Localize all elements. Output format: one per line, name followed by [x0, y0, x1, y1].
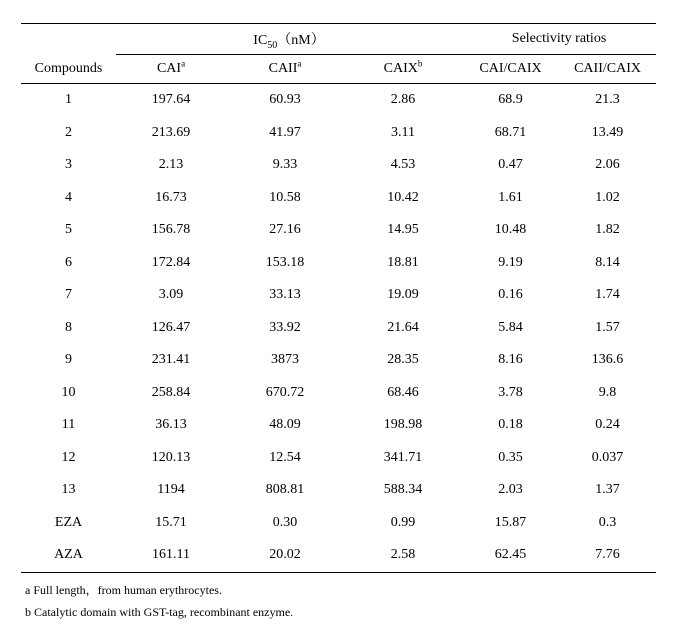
header-ratio-caii-caix: CAII/CAIX: [559, 55, 656, 84]
cell-compound: 11: [61, 417, 76, 433]
cell-ratio-cai-caix: 0.35: [498, 449, 523, 465]
table-row: [21, 214, 656, 247]
cell-caix: 4.53: [390, 157, 416, 173]
table-row: [21, 377, 656, 410]
header-caix: CAIX$^b$: [344, 55, 462, 84]
cell-ratio-cai-caix: 1.61: [498, 189, 523, 205]
cell-cai: 2.13: [158, 157, 184, 173]
cell-cai: 197.64: [151, 92, 191, 108]
table-row: [21, 279, 656, 312]
cell-ratio-caii-caix: 1.57: [595, 319, 620, 335]
cell-ratio-caii-caix: 0.037: [591, 449, 624, 465]
cell-caix: 19.09: [387, 287, 419, 303]
table-row: [21, 149, 656, 182]
cell-cai: 172.84: [151, 254, 191, 270]
table-row: [21, 117, 656, 150]
cell-caix: 0.99: [390, 514, 416, 530]
cell-caix: 14.95: [387, 222, 419, 238]
cell-cai: 1194: [157, 482, 185, 498]
data-table-container: [21, 23, 656, 623]
cell-caii: 9.33: [272, 157, 298, 173]
cell-ratio-cai-caix: 5.84: [498, 319, 523, 335]
cell-caii: 670.72: [265, 384, 305, 400]
header-row-columns: [21, 55, 656, 84]
cell-ratio-caii-caix: 1.74: [595, 287, 620, 303]
cell-caix: 68.46: [387, 384, 419, 400]
cell-caix: 198.98: [383, 417, 423, 433]
table-row: [21, 507, 656, 540]
cell-caix: 3.11: [391, 124, 415, 140]
cell-compound: 3: [65, 157, 72, 173]
cell-cai: 258.84: [151, 384, 191, 400]
cell-caii: 0.30: [272, 514, 298, 530]
cell-cai: 126.47: [151, 319, 191, 335]
cell-cai: 213.69: [151, 124, 191, 140]
table-row: [21, 312, 656, 345]
header-ratio-cai-caix: CAI/CAIX: [462, 55, 559, 84]
cell-cai: 15.71: [155, 514, 187, 530]
cell-caix: 341.71: [383, 449, 423, 465]
cell-ratio-caii-caix: 1.82: [595, 222, 620, 238]
table-row: [21, 344, 656, 377]
cell-caix: 2.86: [390, 92, 416, 108]
header-cai: CAI$^a$: [116, 55, 226, 84]
cell-ratio-cai-caix: 10.48: [494, 222, 527, 238]
cell-ratio-caii-caix: 9.8: [598, 384, 617, 400]
cell-compound: 7: [65, 287, 72, 303]
cell-caix: 21.64: [387, 319, 419, 335]
cell-compound: 10: [61, 384, 76, 400]
cell-caii: 808.81: [265, 482, 305, 498]
cell-ratio-caii-caix: 1.02: [595, 189, 620, 205]
cell-ratio-caii-caix: 2.06: [595, 157, 620, 173]
cell-caii: 60.93: [269, 92, 301, 108]
cell-ratio-cai-caix: 0.47: [498, 157, 523, 173]
cell-ratio-cai-caix: 68.71: [494, 124, 527, 140]
cell-cai: 161.11: [116, 539, 226, 572]
cell-caii: 41.97: [269, 124, 301, 140]
cell-ratio-cai-caix: 8.16: [498, 352, 523, 368]
cell-ratio-caii-caix: 1.37: [595, 482, 620, 498]
cell-caix: 588.34: [383, 482, 423, 498]
header-selectivity: Selectivity ratios: [462, 24, 656, 55]
table-row: [21, 409, 656, 442]
cell-compound: AZA: [21, 539, 116, 572]
cell-caix: 2.58: [344, 539, 462, 572]
cell-compound: 12: [61, 449, 76, 465]
cell-compound: EZA: [54, 514, 83, 530]
cell-compound: 2: [65, 124, 72, 140]
header-caii: CAII$^a$: [226, 55, 344, 84]
cell-cai: 3.09: [158, 287, 184, 303]
cell-compound: 6: [65, 254, 72, 270]
cell-cai: 16.73: [155, 189, 187, 205]
table-row: [21, 474, 656, 507]
cell-ratio-cai-caix: 68.9: [498, 92, 523, 108]
ic50-table: [21, 23, 656, 573]
cell-caii: 48.09: [269, 417, 301, 433]
table-body: [21, 84, 656, 573]
cell-ratio-cai-caix: 2.03: [498, 482, 523, 498]
table-row: [21, 247, 656, 280]
cell-compound: 9: [65, 352, 72, 368]
cell-cai: 156.78: [151, 222, 191, 238]
cell-ratio-caii-caix: 136.6: [591, 352, 624, 368]
table-row: [21, 84, 656, 117]
table-footnotes: [21, 579, 656, 623]
cell-ratio-caii-caix: 0.24: [595, 417, 620, 433]
cell-compound: 5: [65, 222, 72, 238]
cell-ratio-caii-caix: 7.76: [559, 539, 656, 572]
cell-ratio-cai-caix: 3.78: [498, 384, 523, 400]
cell-caix: 18.81: [387, 254, 419, 270]
cell-compound: 1: [65, 92, 72, 108]
table-row: [21, 182, 656, 215]
cell-ratio-cai-caix: 15.87: [494, 514, 527, 530]
cell-caii: 153.18: [265, 254, 305, 270]
cell-cai: 36.13: [155, 417, 187, 433]
cell-caix: 28.35: [387, 352, 419, 368]
cell-compound: 8: [65, 319, 72, 335]
cell-ratio-cai-caix: 9.19: [498, 254, 523, 270]
cell-ratio-caii-caix: 8.14: [595, 254, 620, 270]
cell-caii: 33.92: [269, 319, 301, 335]
cell-ratio-cai-caix: 62.45: [462, 539, 559, 572]
cell-caii: 20.02: [226, 539, 344, 572]
cell-compound: 13: [61, 482, 76, 498]
header-row-group: [21, 24, 656, 55]
cell-ratio-cai-caix: 0.16: [498, 287, 523, 303]
cell-ratio-caii-caix: 21.3: [595, 92, 620, 108]
cell-ratio-cai-caix: 0.18: [498, 417, 523, 433]
cell-caii: 27.16: [269, 222, 301, 238]
cell-caii: 3873: [271, 352, 299, 368]
cell-ratio-caii-caix: 13.49: [591, 124, 624, 140]
table-row: [21, 539, 656, 572]
footnote-a: a Full length，from human erythrocytes.: [25, 582, 222, 597]
cell-caii: 33.13: [269, 287, 301, 303]
cell-ratio-caii-caix: 0.3: [598, 514, 617, 530]
cell-compound: 4: [65, 189, 72, 205]
cell-cai: 120.13: [151, 449, 191, 465]
cell-caii: 10.58: [269, 189, 301, 205]
cell-caii: 12.54: [269, 449, 301, 465]
footnote-b: b Catalytic domain with GST-tag, recombinant enzyme.: [25, 604, 294, 619]
header-spacer: [21, 24, 116, 55]
cell-cai: 231.41: [151, 352, 191, 368]
cell-caix: 10.42: [387, 189, 419, 205]
header-compounds: Compounds: [21, 55, 116, 84]
table-row: [21, 442, 656, 475]
header-ic50: $IC_{50}(nM)$: [116, 24, 462, 55]
